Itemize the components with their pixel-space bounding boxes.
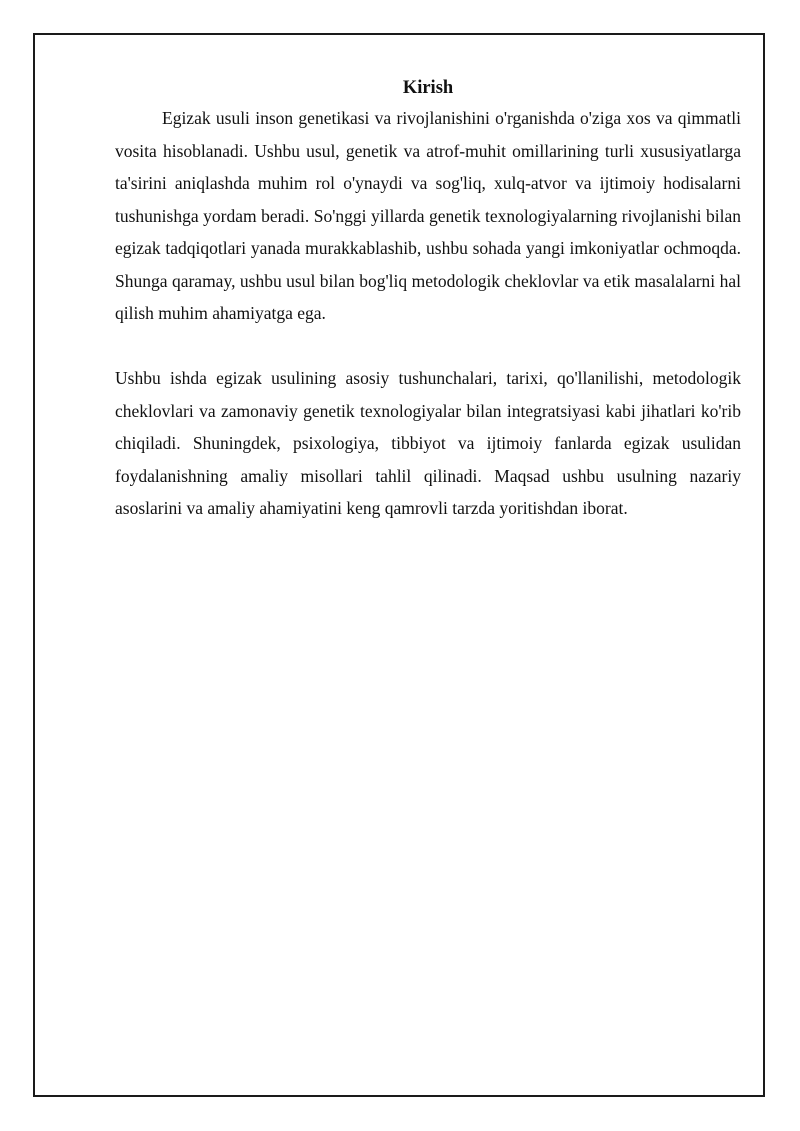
document-body [115, 74, 741, 525]
paragraph-scope: Ushbu ishda egizak usulining asosiy tushunchalari, tarixi, qo'llanilishi, metodologik cheklovlari va zamonaviy genetik texnologiyalar bilan integratsiyasi kabi jihatlari ko'rib chiqiladi. Shuningdek, psixologiya, tibbiyot va ijtimoiy fanlarda egizak usulidan foydalanishning amaliy misollari tahlil qilinadi. Maqsad ushbu usulning nazariy asoslarini va amaliy ahamiyatini keng qamrovli tarzda yoritishdan iborat. [115, 368, 741, 518]
paragraph-spacer [115, 330, 741, 363]
paragraph-introduction: Egizak usuli inson genetikasi va rivojlanishini o'rganishda o'ziga xos va qimmatli vosita hisoblanadi. Ushbu usul, genetik va atrof-muhit omillarining turli xususiyatlarga ta'sirini aniqlashda muhim rol o'ynaydi va sog'liq, xulq-atvor va ijtimoiy hodisalarni tushunishga yordam beradi. So'nggi yillarda genetik texnologiyalarning rivojlanishi bilan egizak tadqiqotlari yanada murakkablashib, ushbu sohada yangi imkoniyatlar ochmoqda. Shunga qaramay, ushbu usul bilan bog'liq metodologik cheklovlar va etik masalalarni hal qilish muhim ahamiyatga ega. [115, 108, 741, 323]
page-title: Kirish [402, 78, 454, 98]
